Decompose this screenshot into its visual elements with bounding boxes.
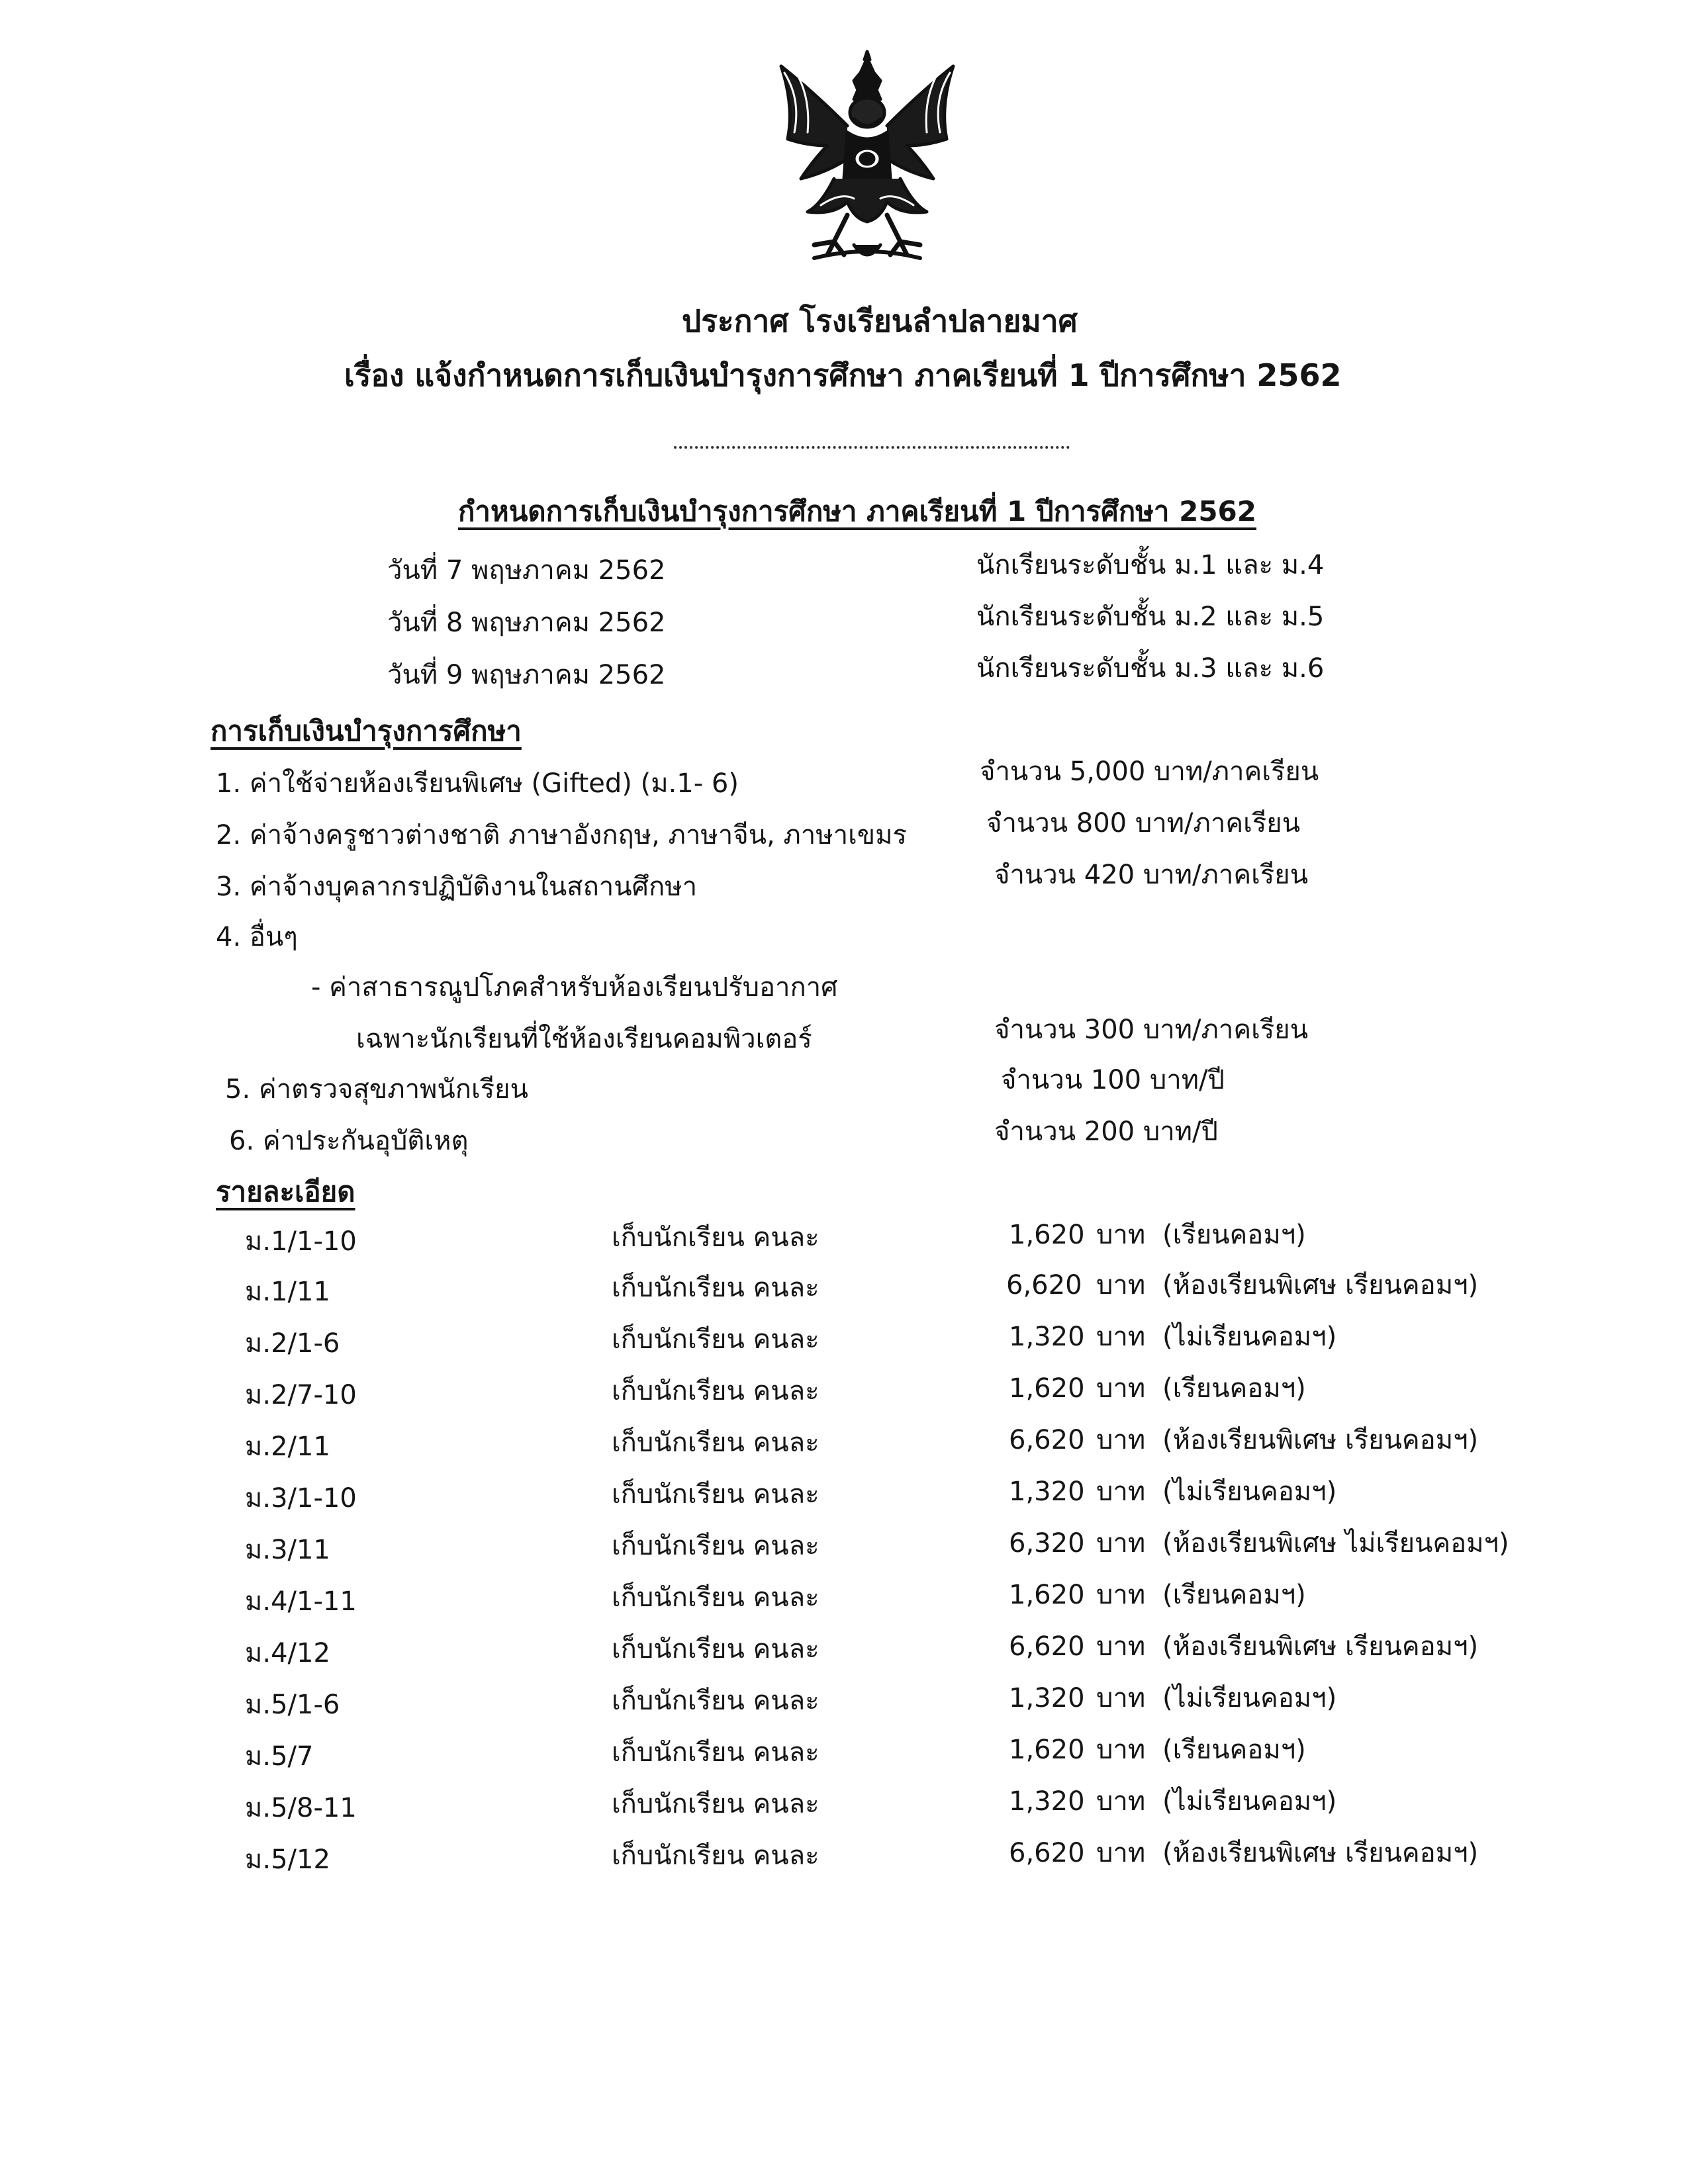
detail-collect-label: เก็บนักเรียน คนละ: [612, 1376, 820, 1406]
detail-note: (เรียนคอมฯ): [1162, 1735, 1306, 1765]
garuda-emblem-icon: [755, 46, 980, 271]
detail-class: ม.4/1-11: [245, 1586, 357, 1617]
detail-collect-label: เก็บนักเรียน คนละ: [612, 1324, 820, 1355]
detail-unit: บาท: [1096, 1735, 1146, 1765]
detail-note: (ไม่เรียนคอมฯ): [1162, 1683, 1337, 1713]
detail-class: ม.5/8-11: [245, 1793, 357, 1823]
detail-amount: 6,620: [1006, 1270, 1082, 1300]
detail-collect-label: เก็บนักเรียน คนละ: [612, 1789, 820, 1819]
fee-subitem-label: เฉพาะนักเรียนที่ใช้ห้องเรียนคอมพิวเตอร์: [356, 1024, 812, 1054]
detail-class: ม.3/11: [245, 1535, 330, 1565]
detail-amount: 1,320: [1009, 1786, 1085, 1817]
detail-note: (ห้องเรียนพิเศษ เรียนคอมฯ): [1162, 1270, 1479, 1300]
fees-heading: การเก็บเงินบำรุงการศึกษา: [211, 715, 522, 747]
detail-note: (ห้องเรียนพิเศษ เรียนคอมฯ): [1162, 1631, 1479, 1662]
detail-class: ม.3/1-10: [245, 1483, 357, 1514]
detail-collect-label: เก็บนักเรียน คนละ: [612, 1222, 820, 1253]
detail-amount: 1,620: [1009, 1220, 1085, 1250]
detail-note: (ไม่เรียนคอมฯ): [1162, 1322, 1337, 1352]
fee-item-label: 6. ค่าประกันอุบัติเหตุ: [229, 1126, 469, 1156]
detail-collect-label: เก็บนักเรียน คนละ: [612, 1686, 820, 1716]
schedule-group: นักเรียนระดับชั้น ม.2 และ ม.5: [976, 602, 1325, 632]
detail-class: ม.2/11: [245, 1432, 330, 1462]
detail-note: (ห้องเรียนพิเศษ ไม่เรียนคอมฯ): [1162, 1528, 1509, 1559]
detail-collect-label: เก็บนักเรียน คนละ: [612, 1428, 820, 1458]
detail-class: ม.4/12: [245, 1638, 330, 1668]
detail-note: (ไม่เรียนคอมฯ): [1162, 1786, 1337, 1817]
announcement-subject: เรื่อง แจ้งกำหนดการเก็บเงินบำรุงการศึกษา ภาคเรียนที่ 1 ปีการศึกษา 2562: [344, 357, 1342, 393]
detail-note: (ห้องเรียนพิเศษ เรียนคอมฯ): [1162, 1425, 1479, 1455]
schedule-date: วันที่ 7 พฤษภาคม 2562: [387, 555, 666, 586]
detail-amount: 6,620: [1009, 1425, 1085, 1455]
schedule-group: นักเรียนระดับชั้น ม.1 และ ม.4: [976, 550, 1325, 580]
detail-class: ม.1/1-10: [245, 1226, 357, 1257]
detail-collect-label: เก็บนักเรียน คนละ: [612, 1841, 820, 1871]
fee-item-amount: จำนวน 800 บาท/ภาคเรียน: [986, 808, 1301, 839]
detail-amount: 1,620: [1009, 1735, 1085, 1765]
schedule-heading: กำหนดการเก็บเงินบำรุงการศึกษา ภาคเรียนที่ 1 ปีการศึกษา 2562: [458, 495, 1257, 527]
fee-item-amount: จำนวน 420 บาท/ภาคเรียน: [994, 860, 1309, 890]
fee-item-label: 3. ค่าจ้างบุคลากรปฏิบัติงานในสถานศึกษา: [216, 872, 698, 902]
detail-class: ม.2/1-6: [245, 1328, 340, 1359]
fee-item-label: 2. ค่าจ้างครูชาวต่างชาติ ภาษาอังกฤษ, ภาษาจีน, ภาษาเขมร: [216, 820, 907, 850]
detail-collect-label: เก็บนักเรียน คนละ: [612, 1634, 820, 1664]
detail-amount: 1,320: [1009, 1683, 1085, 1713]
detail-class: ม.5/12: [245, 1844, 330, 1875]
details-heading: รายละเอียด: [216, 1175, 355, 1208]
fee-item-amount: จำนวน 100 บาท/ปี: [1001, 1065, 1225, 1095]
detail-class: ม.1/11: [245, 1277, 330, 1307]
schedule-group: นักเรียนระดับชั้น ม.3 และ ม.6: [976, 653, 1325, 684]
detail-amount: 6,620: [1009, 1631, 1085, 1662]
detail-collect-label: เก็บนักเรียน คนละ: [612, 1531, 820, 1561]
schedule-date: วันที่ 8 พฤษภาคม 2562: [387, 608, 666, 638]
detail-amount: 1,320: [1009, 1322, 1085, 1352]
fee-item-amount: จำนวน 5,000 บาท/ภาคเรียน: [980, 756, 1319, 787]
detail-unit: บาท: [1096, 1631, 1146, 1662]
detail-amount: 6,320: [1009, 1528, 1085, 1559]
detail-unit: บาท: [1096, 1477, 1146, 1507]
fee-item-label: 4. อื่นๆ: [216, 922, 298, 952]
detail-note: (ห้องเรียนพิเศษ เรียนคอมฯ): [1162, 1838, 1479, 1868]
detail-class: ม.5/7: [245, 1741, 314, 1772]
detail-unit: บาท: [1096, 1683, 1146, 1713]
detail-unit: บาท: [1096, 1838, 1146, 1868]
detail-amount: 1,620: [1009, 1373, 1085, 1404]
detail-unit: บาท: [1096, 1220, 1146, 1250]
detail-unit: บาท: [1096, 1270, 1146, 1300]
detail-note: (เรียนคอมฯ): [1162, 1220, 1306, 1250]
detail-note: (ไม่เรียนคอมฯ): [1162, 1477, 1337, 1507]
detail-class: ม.5/1-6: [245, 1690, 340, 1720]
detail-collect-label: เก็บนักเรียน คนละ: [612, 1737, 820, 1768]
detail-amount: 6,620: [1009, 1838, 1085, 1868]
detail-note: (เรียนคอมฯ): [1162, 1580, 1306, 1610]
detail-class: ม.2/7-10: [245, 1380, 357, 1410]
detail-unit: บาท: [1096, 1580, 1146, 1610]
dotted-divider: [674, 446, 1070, 449]
announcement-title: ประกาศ โรงเรียนลำปลายมาศ: [682, 303, 1078, 339]
detail-unit: บาท: [1096, 1528, 1146, 1559]
fee-item-amount: จำนวน 300 บาท/ภาคเรียน: [994, 1015, 1309, 1045]
detail-unit: บาท: [1096, 1786, 1146, 1817]
detail-unit: บาท: [1096, 1322, 1146, 1352]
detail-collect-label: เก็บนักเรียน คนละ: [612, 1273, 820, 1303]
detail-amount: 1,320: [1009, 1477, 1085, 1507]
detail-collect-label: เก็บนักเรียน คนละ: [612, 1479, 820, 1510]
detail-unit: บาท: [1096, 1373, 1146, 1404]
detail-note: (เรียนคอมฯ): [1162, 1373, 1306, 1404]
schedule-date: วันที่ 9 พฤษภาคม 2562: [387, 660, 666, 690]
detail-unit: บาท: [1096, 1425, 1146, 1455]
detail-amount: 1,620: [1009, 1580, 1085, 1610]
fee-item-amount: จำนวน 200 บาท/ปี: [994, 1116, 1218, 1147]
fee-item-label: 1. ค่าใช้จ่ายห้องเรียนพิเศษ (Gifted) (ม.1- 6): [216, 768, 739, 799]
fee-subitem-label: - ค่าสาธารณูปโภคสำหรับห้องเรียนปรับอากาศ: [311, 972, 838, 1003]
detail-collect-label: เก็บนักเรียน คนละ: [612, 1582, 820, 1613]
fee-item-label: 5. ค่าตรวจสุขภาพนักเรียน: [225, 1074, 528, 1105]
